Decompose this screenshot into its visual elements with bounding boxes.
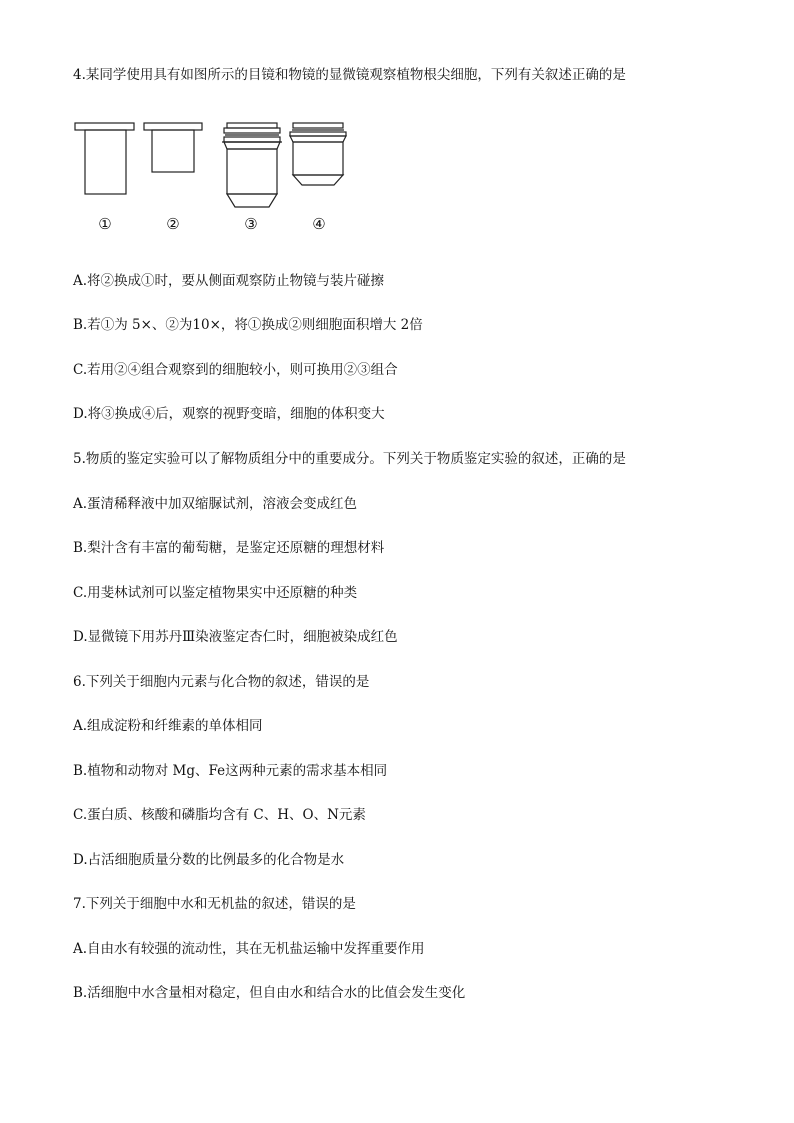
question-6-option-a: A.组成淀粉和纤维素的单体相同 <box>73 718 263 734</box>
question-4-stem: 4.某同学使用具有如图所示的目镜和物镜的显微镜观察植物根尖细胞，下列有关叙述正确的是 <box>73 67 626 83</box>
question-4-option-a: A.将②换成①时，要从侧面观察防止物镜与装片碰擦 <box>73 273 385 289</box>
question-4-option-b: B.若①为 5×、②为10×，将①换成②则细胞面积增大 2倍 <box>73 317 423 333</box>
figure-label-2: ② <box>166 215 180 233</box>
question-5-option-d: D.显微镜下用苏丹Ⅲ染液鉴定杏仁时，细胞被染成红色 <box>73 629 398 645</box>
eyepiece-1-drawing <box>75 123 134 194</box>
question-5-option-b: B.梨汁含有丰富的葡萄糖，是鉴定还原糖的理想材料 <box>73 540 385 556</box>
question-5-option-c: C.用斐林试剂可以鉴定植物果实中还原糖的种类 <box>73 585 358 601</box>
figure-label-4: ④ <box>312 215 326 233</box>
question-5-stem: 5.物质的鉴定实验可以了解物质组分中的重要成分。下列关于物质鉴定实验的叙述，正确的是 <box>73 451 626 467</box>
question-7-option-b: B.活细胞中水含量相对稳定，但自由水和结合水的比值会发生变化 <box>73 985 466 1001</box>
microscope-lens-figure <box>72 117 352 237</box>
question-6-stem: 6.下列关于细胞内元素与化合物的叙述，错误的是 <box>73 674 370 690</box>
eyepiece-2-drawing <box>144 123 202 172</box>
question-4-option-d: D.将③换成④后，观察的视野变暗，细胞的体积变大 <box>73 406 385 422</box>
question-7-stem: 7.下列关于细胞中水和无机盐的叙述，错误的是 <box>73 896 356 912</box>
question-6-option-d: D.占活细胞质量分数的比例最多的化合物是水 <box>73 852 345 868</box>
question-4-option-c: C.若用②④组合观察到的细胞较小，则可换用②③组合 <box>73 362 398 378</box>
question-6-option-c: C.蛋白质、核酸和磷脂均含有 C、H、O、N元素 <box>73 807 366 823</box>
figure-label-3: ③ <box>244 215 258 233</box>
figure-label-1: ① <box>98 215 112 233</box>
objective-4-drawing <box>290 123 346 185</box>
question-6-option-b: B.植物和动物对 Mg、Fe这两种元素的需求基本相同 <box>73 763 388 779</box>
objective-3-drawing <box>222 123 282 207</box>
question-5-option-a: A.蛋清稀释液中加双缩脲试剂，溶液会变成红色 <box>73 496 358 512</box>
question-7-option-a: A.自由水有较强的流动性，其在无机盐运输中发挥重要作用 <box>73 941 425 957</box>
